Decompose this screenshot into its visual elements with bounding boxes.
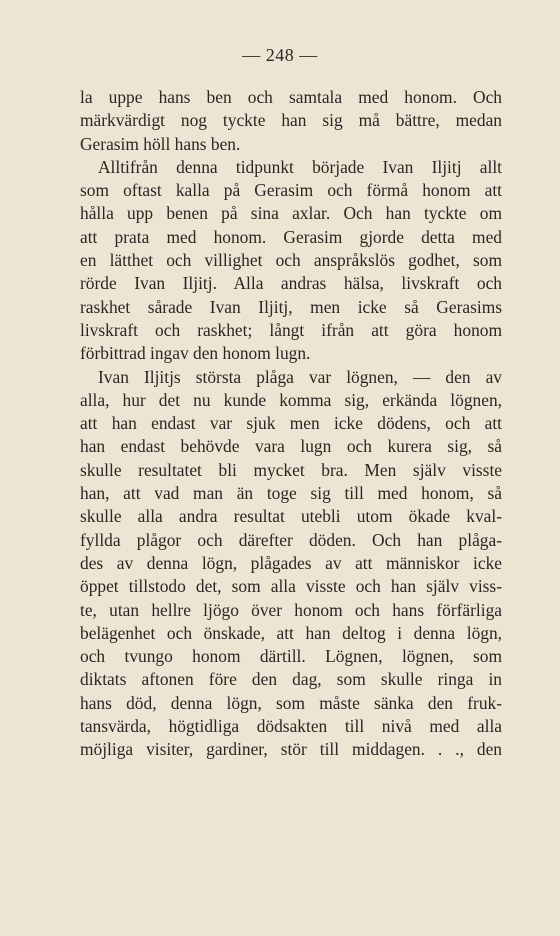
text-line: skulle alla andra resultat utebli utom ökade kval- bbox=[80, 506, 502, 527]
text-line: alla, hur det nu kunde komma sig, erkända lögnen, bbox=[80, 389, 502, 410]
text-line: te, utan hellre ljögo över honom och hans förfärliga bbox=[80, 599, 502, 620]
text-line: en lätthet och villighet och anspråkslös godhet, som bbox=[80, 250, 502, 271]
text-line: att prata med honom. Gerasim gjorde detta med bbox=[80, 226, 502, 247]
text-line: möjliga visiter, gardiner, stör till middagen. . ., den bbox=[80, 739, 502, 760]
text-line: skulle resultatet bli mycket bra. Men själv visste bbox=[80, 459, 502, 480]
text-line: han, att vad man än toge sig till med honom, så bbox=[80, 483, 502, 504]
text-line: des av denna lögn, plågades av att människor icke bbox=[80, 552, 502, 573]
text-line: att han endast var sjuk men icke dödens, och att bbox=[80, 413, 502, 434]
text-line: hålla upp benen på sina axlar. Och han tyckte om bbox=[80, 203, 502, 224]
text-line: fyllda plågor och därefter döden. Och han plåga- bbox=[80, 529, 502, 550]
text-line: Alltifrån denna tidpunkt började Ivan Iljitj allt bbox=[98, 156, 502, 177]
text-line: belägenhet och önskade, att han deltog i denna lögn, bbox=[80, 622, 502, 643]
text-line: la uppe hans ben och samtala med honom. Och bbox=[80, 87, 502, 107]
page-number: — 248 — bbox=[242, 45, 318, 65]
text-line: och tvungo honom därtill. Lögnen, lögnen, som bbox=[80, 646, 502, 667]
text-line: förbittrad ingav den honom lugn. bbox=[80, 343, 311, 364]
body-text bbox=[80, 86, 502, 762]
text-line: diktats aftonen före den dag, som skulle ringa in bbox=[80, 669, 502, 690]
text-line: Gerasim höll hans ben. bbox=[80, 133, 241, 154]
text-line: rörde Ivan Iljitj. Alla andras hälsa, livskraft och bbox=[80, 273, 502, 294]
text-line: öppet tillstodo det, som alla visste och han själv viss- bbox=[80, 576, 502, 597]
text-line: Ivan Iljitjs största plåga var lögnen, — den av bbox=[98, 366, 502, 387]
text-line: livskraft och raskhet; långt ifrån att göra honom bbox=[80, 319, 502, 340]
text-line: som oftast kalla på Gerasim och förmå honom att bbox=[80, 180, 502, 201]
text-line: tansvärda, högtidliga dödsakten till nivå med alla bbox=[80, 716, 502, 737]
text-line: raskhet sårade Ivan Iljitj, men icke så Gerasims bbox=[80, 296, 502, 317]
text-line: hans död, denna lögn, som måste sänka den fruk- bbox=[80, 692, 502, 713]
text-line: märkvärdigt nog tyckte han sig må bättre, medan bbox=[80, 110, 502, 131]
text-line: han endast behövde vara lugn och kurera sig, så bbox=[80, 436, 502, 457]
